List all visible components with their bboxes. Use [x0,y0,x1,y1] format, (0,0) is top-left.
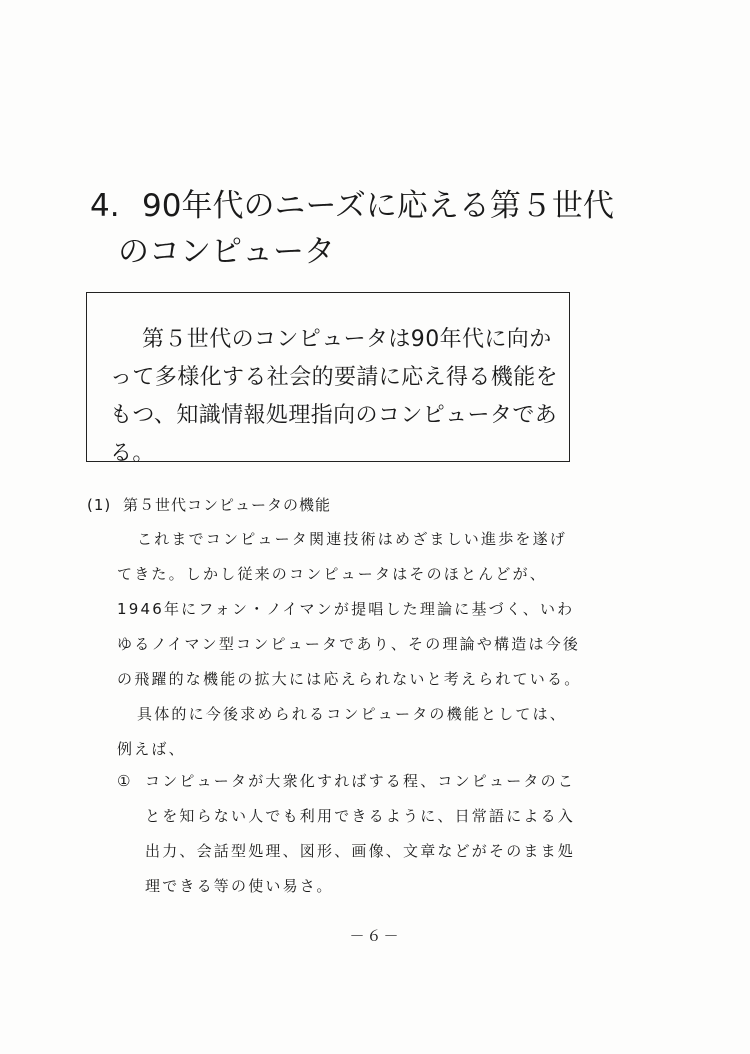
list-item-marker: ① [117,772,133,790]
chapter-title-line2: のコンピュータ [118,234,335,270]
chapter-heading [90,183,614,275]
section-heading [87,495,331,515]
list-item [117,764,582,904]
chapter-title-line1: 90年代のニーズに応える第５世代 [142,188,614,224]
feature-list [117,764,582,904]
summary-text: 第５世代のコンピュータは90年代に向かって多様化する社会的要請に応え得る機能をもつ、知識情報処理指向のコンピュータである。 [110,327,559,466]
section-title: 第５世代コンピュータの機能 [123,496,332,514]
summary-box [86,292,570,466]
page-number: －６－ [349,927,401,945]
list-item-text: コンピュータが大衆化すればする程、コンピュータのことを知らない人でも利用できるように、日常語による入出力、会話型処理、図形、画像、文章などがそのまま処理できる等の使い易さ。 [145,772,576,895]
body-paragraph-1: これまでコンピュータ関連技術はめざましい進歩を遂げてきた。しかし従来のコンピュータはそのほとんどが、1946年にフォン・ノイマンが提唱した理論に基づく、いわゆるノイマン型コンピュータであり、その理論や構造は今後の飛躍的な機能の拡大には応えられないと考えられている。 [117,530,582,688]
body-paragraph-2: 具体的に今後求められるコンピュータの機能としては、例えば、 [117,705,568,758]
section-marker: (1) [87,496,112,514]
chapter-number: 4. [90,188,120,224]
body-text [117,522,582,767]
